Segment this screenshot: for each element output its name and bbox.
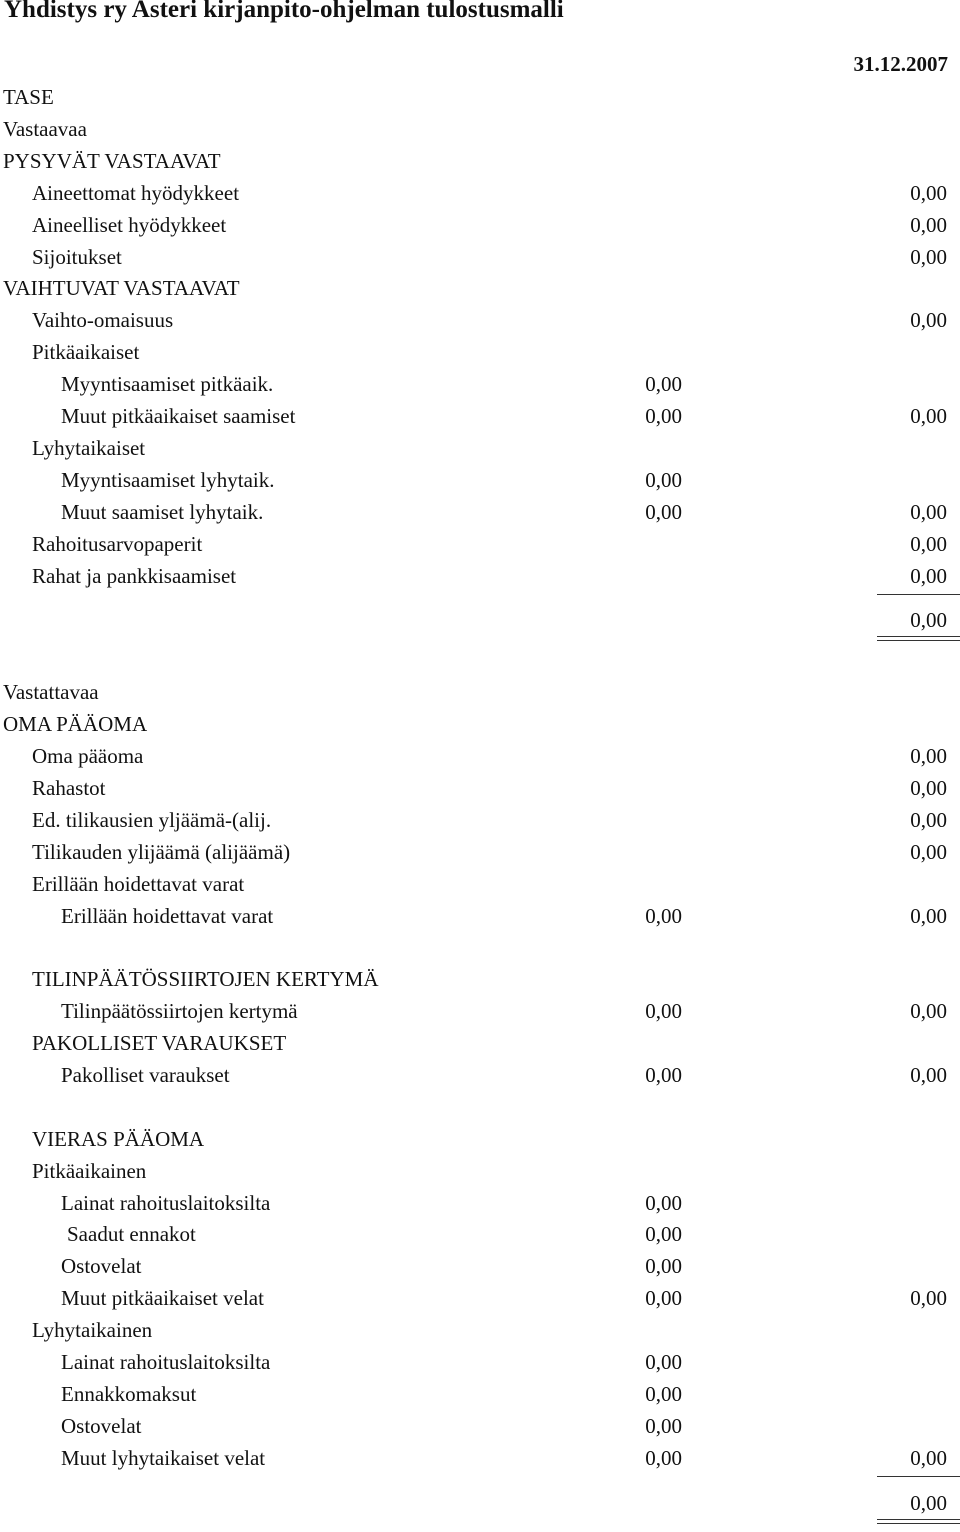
row-label: Myyntisaamiset lyhytaik.	[61, 468, 275, 492]
row-label: Ed. tilikausien yljäämä-(alij.	[32, 808, 272, 832]
subtotal-value: 0,00	[645, 1063, 682, 1087]
row-label: OMA PÄÄOMA	[3, 712, 148, 736]
table-row	[0, 1314, 960, 1346]
table-row	[0, 1378, 960, 1410]
total-value: 0,00	[910, 840, 947, 864]
table-row	[0, 464, 960, 496]
row-label: Rahoitusarvopaperit	[32, 532, 203, 556]
table-row	[0, 963, 960, 995]
table-row	[0, 804, 960, 836]
table-row	[0, 1027, 960, 1059]
subtotal-value: 0,00	[645, 1446, 682, 1470]
row-label: Myyntisaamiset pitkäaik.	[61, 372, 274, 396]
row-label: Lyhytaikaiset	[32, 436, 146, 460]
row-label: Tilinpäätössiirtojen kertymä	[61, 999, 298, 1023]
subtotal-value: 0,00	[645, 1191, 682, 1215]
table-row	[0, 1250, 960, 1282]
table-row	[0, 81, 960, 113]
total-value: 0,00	[910, 904, 947, 928]
table-row	[0, 304, 960, 336]
total-value: 0,00	[910, 500, 947, 524]
row-label: Pakolliset varaukset	[61, 1063, 230, 1087]
row-label: Muut pitkäaikaiset velat	[61, 1286, 264, 1310]
table-row	[0, 868, 960, 900]
total-value: 0,00	[910, 245, 947, 269]
total-value: 0,00	[910, 776, 947, 800]
table-row	[0, 708, 960, 740]
table-row	[0, 676, 960, 708]
table-row	[0, 209, 960, 241]
table-row	[0, 1410, 960, 1442]
total-value: 0,00	[910, 181, 947, 205]
row-label: Rahat ja pankkisaamiset	[32, 564, 237, 588]
report-title: Yhdistys ry Asteri kirjanpito-ohjelman tulostusmalli	[4, 0, 564, 23]
subtotal-value: 0,00	[645, 1254, 682, 1278]
row-label: TILINPÄÄTÖSSIIRTOJEN KERTYMÄ	[32, 967, 379, 991]
subtotal-value: 0,00	[645, 1382, 682, 1406]
table-row	[0, 1218, 960, 1250]
subtotal-value: 0,00	[645, 1222, 682, 1246]
total-value: 0,00	[910, 1446, 947, 1470]
row-label: Erillään hoidettavat varat	[32, 872, 245, 896]
table-row	[0, 177, 960, 209]
row-label: Sijoitukset	[32, 245, 122, 269]
table-row	[0, 272, 960, 304]
row-label: PAKOLLISET VARAUKSET	[32, 1031, 287, 1055]
row-label: Pitkäaikaiset	[32, 340, 140, 364]
total-value: 0,00	[910, 532, 947, 556]
total-value: 0,00	[910, 999, 947, 1023]
table-row	[0, 528, 960, 560]
table-row	[0, 604, 960, 636]
total-value: 0,00	[910, 308, 947, 332]
table-row	[0, 1155, 960, 1187]
row-label: Lyhytaikainen	[32, 1318, 153, 1342]
row-label: Ostovelat	[61, 1414, 142, 1438]
subtotal-value: 0,00	[645, 999, 682, 1023]
row-label: Lainat rahoituslaitoksilta	[61, 1191, 271, 1215]
row-label: Ostovelat	[61, 1254, 142, 1278]
sum-underline	[877, 594, 960, 595]
row-label: VAIHTUVAT VASTAAVAT	[3, 276, 240, 300]
total-value: 0,00	[910, 213, 947, 237]
table-row	[0, 1346, 960, 1378]
subtotal-value: 0,00	[645, 372, 682, 396]
row-label: Rahastot	[32, 776, 106, 800]
row-label: PYSYVÄT VASTAAVAT	[3, 149, 221, 173]
table-row	[0, 400, 960, 432]
row-label: TASE	[3, 85, 54, 109]
table-row	[0, 1059, 960, 1091]
subtotal-value: 0,00	[645, 404, 682, 428]
sum-underline	[877, 1476, 960, 1477]
total-value: 0,00	[910, 808, 947, 832]
subtotal-value: 0,00	[645, 904, 682, 928]
total-value: 0,00	[910, 564, 947, 588]
total-value: 0,00	[910, 404, 947, 428]
row-label: Vastattavaa	[3, 680, 99, 704]
row-label: Aineettomat hyödykkeet	[32, 181, 240, 205]
table-row	[0, 432, 960, 464]
table-row	[0, 368, 960, 400]
table-row	[0, 836, 960, 868]
table-row	[0, 995, 960, 1027]
row-label: Muut lyhytaikaiset velat	[61, 1446, 266, 1470]
total-value: 0,00	[910, 1286, 947, 1310]
table-row	[0, 560, 960, 592]
table-row	[0, 1442, 960, 1474]
row-label: Pitkäaikainen	[32, 1159, 147, 1183]
row-label: Tilikauden ylijäämä (alijäämä)	[32, 840, 291, 864]
table-row	[0, 145, 960, 177]
grand-total-value: 0,00	[910, 608, 947, 632]
row-label: Muut saamiset lyhytaik.	[61, 500, 264, 524]
subtotal-value: 0,00	[645, 1286, 682, 1310]
row-label: Saadut ennakot	[67, 1222, 196, 1246]
row-label: Vaihto-omaisuus	[32, 308, 174, 332]
row-label: VIERAS PÄÄOMA	[32, 1127, 205, 1151]
row-label: Muut pitkäaikaiset saamiset	[61, 404, 296, 428]
table-row	[0, 1487, 960, 1519]
row-label: Aineelliset hyödykkeet	[32, 213, 227, 237]
subtotal-value: 0,00	[645, 1414, 682, 1438]
row-label: Oma pääoma	[32, 744, 144, 768]
table-row	[0, 740, 960, 772]
double-underline	[877, 636, 960, 641]
double-underline	[877, 1519, 960, 1524]
row-label: Ennakkomaksut	[61, 1382, 197, 1406]
table-row	[0, 1123, 960, 1155]
subtotal-value: 0,00	[645, 468, 682, 492]
table-row	[0, 496, 960, 528]
table-row	[0, 1187, 960, 1219]
subtotal-value: 0,00	[645, 500, 682, 524]
table-row	[0, 1282, 960, 1314]
table-row	[0, 241, 960, 273]
grand-total-value: 0,00	[910, 1491, 947, 1515]
table-row	[0, 113, 960, 145]
table-row	[0, 772, 960, 804]
table-row	[0, 900, 960, 932]
report-date: 31.12.2007	[853, 52, 948, 76]
subtotal-value: 0,00	[645, 1350, 682, 1374]
row-label: Lainat rahoituslaitoksilta	[61, 1350, 271, 1374]
row-label: Vastaavaa	[3, 117, 87, 141]
total-value: 0,00	[910, 1063, 947, 1087]
row-label: Erillään hoidettavat varat	[61, 904, 274, 928]
total-value: 0,00	[910, 744, 947, 768]
table-row	[0, 336, 960, 368]
